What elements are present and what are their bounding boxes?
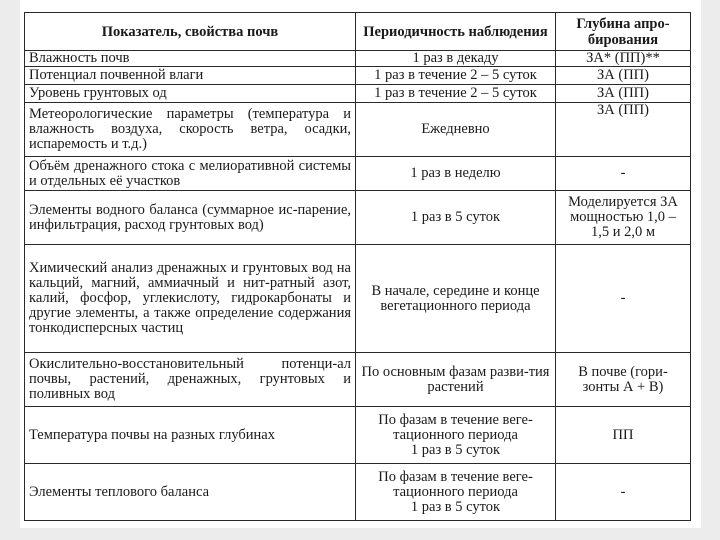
table-row bbox=[25, 103, 691, 157]
table-header-row bbox=[25, 13, 691, 51]
param-cell: Окислительно-восстановительный потенци-ал почвы, растений, дренажных, грунтовых и поливных вод bbox=[25, 353, 356, 407]
depth-cell: - bbox=[556, 245, 691, 353]
depth-cell: Моделируется ЗА мощностью 1,0 – 1,5 и 2,0 м bbox=[556, 191, 691, 245]
param-cell: Элементы водного баланса (суммарное ис-парение, инфильтрация, расход грунтовых вод) bbox=[25, 191, 356, 245]
depth-cell: В почве (гори-зонты А + В) bbox=[556, 353, 691, 407]
table-row bbox=[25, 51, 691, 67]
frequency-cell: По фазам в течение веге-тационного периода 1 раз в 5 суток bbox=[356, 407, 556, 464]
frequency-cell: 1 раз в течение 2 – 5 суток bbox=[356, 67, 556, 85]
param-cell: Химический анализ дренажных и грунтовых вод на кальций, магний, аммиачный и нит-ратный азот, калий, фосфор, углекислоту, гидрокарбонаты и другие элементы, а также определение содержания тонкодисперсных частиц bbox=[25, 245, 356, 353]
depth-cell: ЗА (ПП) bbox=[556, 85, 691, 103]
param-cell: Потенциал почвенной влаги bbox=[25, 67, 356, 85]
depth-cell: - bbox=[556, 464, 691, 521]
header-param: Показатель, свойства почв bbox=[25, 13, 356, 51]
depth-cell: - bbox=[556, 157, 691, 191]
frequency-cell: 1 раз в течение 2 – 5 суток bbox=[356, 85, 556, 103]
table-row bbox=[25, 85, 691, 103]
header-depth: Глубина апро-бирования bbox=[556, 13, 691, 51]
depth-cell: ЗА (ПП) bbox=[556, 103, 691, 157]
param-cell: Температура почвы на разных глубинах bbox=[25, 407, 356, 464]
table-row bbox=[25, 67, 691, 85]
table-row bbox=[25, 191, 691, 245]
table-row bbox=[25, 157, 691, 191]
depth-cell: ЗА* (ПП)** bbox=[556, 51, 691, 67]
frequency-cell: В начале, середине и конце вегетационного периода bbox=[356, 245, 556, 353]
table-row bbox=[25, 245, 691, 353]
param-cell: Влажность почв bbox=[25, 51, 356, 67]
table-row bbox=[25, 464, 691, 521]
header-frequency: Периодичность наблюдения bbox=[356, 13, 556, 51]
frequency-cell: По основным фазам разви-тия растений bbox=[356, 353, 556, 407]
frequency-cell: 1 раз в 5 суток bbox=[356, 191, 556, 245]
table-row bbox=[25, 353, 691, 407]
param-cell: Элементы теплового баланса bbox=[25, 464, 356, 521]
frequency-cell: 1 раз в неделю bbox=[356, 157, 556, 191]
param-cell: Объём дренажного стока с мелиоративной системы и отдельных её участков bbox=[25, 157, 356, 191]
table-row bbox=[25, 407, 691, 464]
param-cell: Метеорологические параметры (температура и влажность воздуха, скорость ветра, осадки, испаремость и т.д.) bbox=[25, 103, 356, 157]
soil-monitoring-table bbox=[24, 12, 691, 521]
frequency-cell: По фазам в течение веге-тационного периода 1 раз в 5 суток bbox=[356, 464, 556, 521]
depth-cell: ЗА (ПП) bbox=[556, 67, 691, 85]
param-cell: Уровень грунтовых од bbox=[25, 85, 356, 103]
frequency-cell: 1 раз в декаду bbox=[356, 51, 556, 67]
frequency-cell: Ежедневно bbox=[356, 103, 556, 157]
depth-cell: ПП bbox=[556, 407, 691, 464]
